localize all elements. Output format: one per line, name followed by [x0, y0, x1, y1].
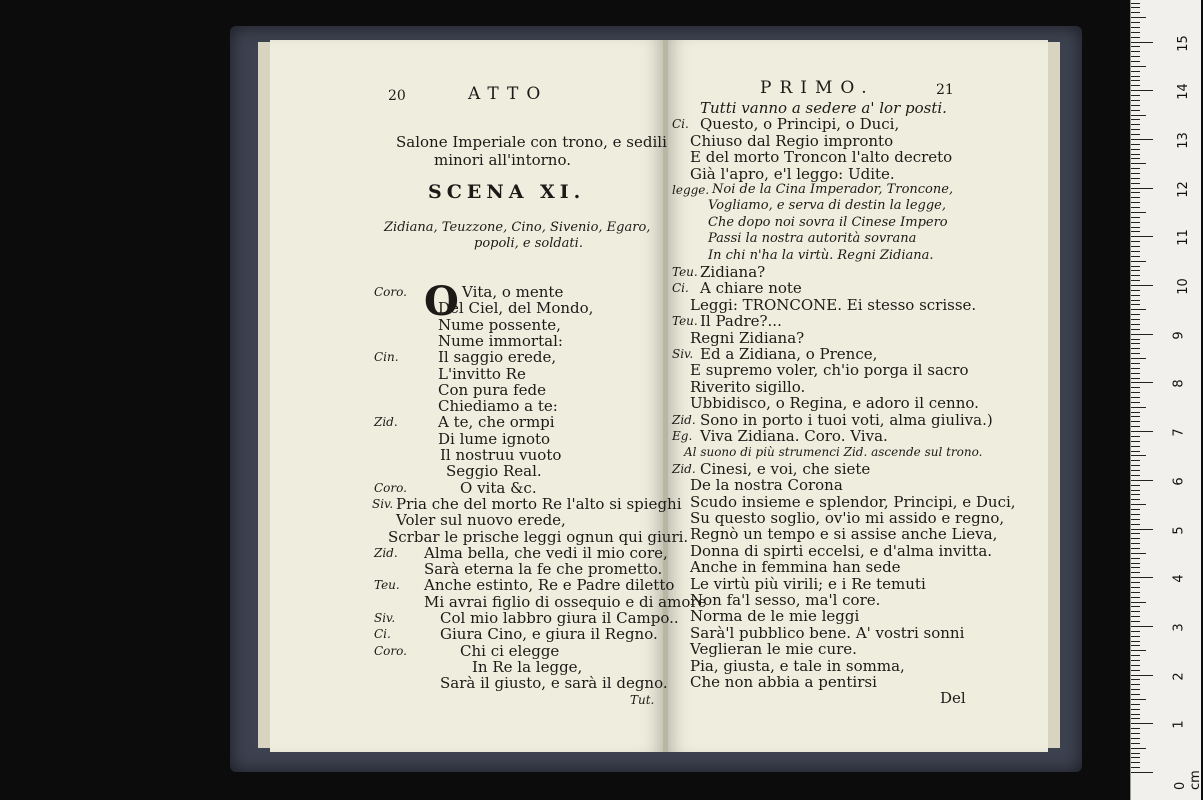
ruler-tick [1131, 592, 1140, 593]
ruler-tick [1131, 368, 1140, 369]
ruler-tick [1131, 212, 1146, 213]
ruler-number: 15 [1175, 34, 1191, 52]
right-verse-line: Le virtù più virili; e i Re temuti [690, 574, 926, 593]
ruler-tick [1131, 733, 1140, 734]
ruler-tick [1131, 606, 1140, 607]
right-verse-line: Cinesi, e voi, che siete [700, 459, 871, 478]
right-verse-line: Anche in femmina han sede [690, 558, 901, 577]
scene-title: SCENA XI. [428, 181, 586, 203]
right-verse-line: Ed a Zidiana, o Prence, [700, 345, 878, 363]
right-verse-line: Non fa'l sesso, ma'l core. [690, 591, 881, 609]
ruler-number: 14 [1175, 83, 1191, 100]
ruler-tick [1131, 743, 1140, 744]
ruler-tick [1131, 163, 1146, 164]
left-speaker-label: Teu. [374, 578, 400, 593]
right-verse-line: Su questo soglio, ov'io mi assido e regno, [690, 509, 1005, 527]
ruler-tick [1131, 3, 1140, 4]
ruler-tick [1131, 641, 1140, 642]
ruler-tick [1131, 387, 1140, 388]
ruler-tick [1131, 46, 1140, 47]
right-speaker-label: Siv. [672, 347, 694, 361]
ruler-tick [1131, 71, 1140, 72]
ruler-tick [1131, 709, 1140, 710]
ruler-number: 1 [1171, 720, 1187, 729]
ruler-tick [1131, 144, 1140, 145]
ruler-tick [1131, 95, 1140, 96]
ruler-tick [1131, 577, 1153, 578]
right-verse-line: E del morto Troncon l'alto decreto [690, 148, 953, 167]
ruler-tick [1131, 119, 1140, 120]
ruler-tick [1131, 509, 1140, 510]
ruler-tick [1131, 173, 1140, 174]
ruler-tick [1131, 407, 1146, 408]
right-verse-line: Viva Zidiana. Coro. Viva. [700, 427, 888, 445]
left-verse-line: Il saggio erede, [438, 348, 557, 367]
ruler-tick [1131, 110, 1140, 111]
character-list-line-1: Zidiana, Teuzzone, Cino, Sivenio, Egaro, [384, 220, 651, 235]
ruler-tick [1131, 402, 1140, 403]
left-page-number: 20 [388, 88, 406, 104]
left-speaker-label: Coro. [374, 480, 407, 495]
ruler-tick [1131, 416, 1140, 417]
ruler-tick [1131, 217, 1140, 218]
ruler-tick [1131, 631, 1140, 632]
right-speaker-label: Zid. [672, 461, 696, 476]
right-verse-line: Scudo insieme e splendor, Principi, e Duci, [690, 492, 1016, 511]
ruler-tick [1131, 421, 1140, 422]
character-list-line-2: popoli, e soldati. [474, 236, 583, 251]
ruler-tick [1131, 314, 1140, 315]
ruler-tick [1131, 451, 1140, 452]
ruler-tick [1131, 168, 1140, 169]
right-verse-line: De la nostra Corona [690, 476, 843, 495]
ruler-tick [1131, 363, 1140, 364]
left-verse-line: Di lume ignoto [438, 429, 551, 448]
right-verse-line: Vogliamo, e serva di destin la legge, [708, 198, 947, 214]
right-verse-line: Leggi: TRONCONE. Ei stesso scrisse. [690, 295, 977, 314]
ruler-tick [1131, 183, 1140, 184]
left-verse-line: Alma bella, che vedi il mio core, [424, 543, 668, 562]
ruler-tick [1131, 548, 1140, 549]
ruler-tick [1131, 348, 1140, 349]
ruler-tick [1131, 412, 1140, 413]
ruler-unit-label: 0 cm [1173, 770, 1203, 790]
ruler-tick [1131, 441, 1140, 442]
ruler-tick [1131, 105, 1140, 106]
left-verse-line: Sarà il giusto, e sarà il degno. [440, 674, 668, 693]
left-speaker-label: Zid. [374, 415, 398, 430]
left-speaker-label: Ci. [374, 627, 391, 642]
ruler-tick [1131, 295, 1140, 296]
ruler-tick [1131, 32, 1140, 33]
right-verse-line: Regni Zidiana? [690, 328, 805, 347]
ruler-tick [1131, 202, 1140, 203]
ruler-tick [1131, 378, 1140, 379]
ruler-number: 13 [1175, 132, 1191, 149]
ruler-tick [1131, 241, 1140, 242]
right-speaker-label: Eg. [672, 429, 693, 443]
ruler-tick [1131, 611, 1140, 612]
left-verse-line: Con pura fede [438, 380, 546, 399]
ruler-tick [1131, 207, 1140, 208]
left-speaker-label: Cin. [374, 350, 399, 365]
stage-direction-line-1: Salone Imperiale con trono, e sedili [396, 133, 667, 151]
ruler-number: 10 [1175, 278, 1191, 295]
right-verse-line: Chiuso dal Regio impronto [690, 131, 894, 150]
ruler-tick [1131, 197, 1140, 198]
ruler-tick [1131, 616, 1140, 617]
left-running-head: ATTO [468, 84, 549, 104]
right-speaker-label: Teu. [672, 314, 698, 329]
ruler-tick [1131, 465, 1140, 466]
right-verse-line: Donna di spirti eccelsi, e d'alma invitta. [690, 541, 993, 560]
ruler-tick [1131, 251, 1140, 252]
ruler-number: 6 [1171, 477, 1187, 486]
ruler-tick [1131, 124, 1140, 125]
right-verse-line: Sarà'l pubblico bene. A' vostri sonni [690, 623, 965, 642]
right-verse-line: Che dopo noi sovra il Cinese Impero [708, 214, 948, 230]
ruler-tick [1131, 645, 1140, 646]
right-verse-line: Già l'apro, e'l leggo: Udite. [690, 164, 895, 183]
left-verse-line: Chi ci elegge [460, 641, 560, 660]
ruler-tick [1131, 684, 1140, 685]
ruler-tick [1131, 723, 1153, 724]
left-verse-line: In Re la legge, [472, 657, 583, 676]
ruler-number: 3 [1171, 623, 1187, 632]
ruler-tick [1131, 587, 1140, 588]
ruler-tick [1131, 626, 1153, 627]
ruler-tick [1131, 304, 1140, 305]
right-verse-line: Riverito sigillo. [690, 377, 806, 396]
right-speaker-label: Zid. [672, 412, 696, 427]
ruler-tick [1131, 80, 1140, 81]
ruler-tick [1131, 319, 1140, 320]
measuring-ruler [1130, 0, 1201, 800]
ruler-tick [1131, 300, 1140, 301]
ruler-tick [1131, 558, 1140, 559]
ruler-tick [1131, 748, 1146, 749]
ruler-tick [1131, 100, 1140, 101]
ruler-tick [1131, 480, 1153, 481]
ruler-tick [1131, 636, 1140, 637]
left-verse-line: O vita &c. [460, 478, 537, 497]
ruler-number: 2 [1171, 671, 1187, 681]
ruler-tick [1131, 772, 1153, 773]
ruler-tick [1131, 679, 1140, 680]
ruler-tick [1131, 689, 1140, 690]
ruler-tick [1131, 519, 1140, 520]
ruler-tick [1131, 12, 1140, 13]
drop-cap: O [424, 278, 459, 325]
ruler-tick [1131, 270, 1140, 271]
ruler-tick [1131, 358, 1146, 359]
ruler-tick [1131, 343, 1140, 344]
left-verse-line: Nume immortal: [438, 331, 563, 350]
right-page-edges [1046, 42, 1060, 748]
ruler-tick [1131, 90, 1153, 91]
right-verse-line: Zidiana? [700, 263, 766, 281]
ruler-tick [1131, 275, 1140, 276]
left-catchword: Tut. [630, 693, 655, 707]
ruler-tick [1131, 529, 1153, 530]
ruler-tick [1131, 490, 1140, 491]
ruler-tick [1131, 66, 1146, 67]
left-verse-line: Col mio labbro giura il Campo.. [440, 609, 679, 627]
right-verse-line: Pia, giusta, e tale in somma, [690, 656, 905, 675]
ruler-tick [1131, 567, 1140, 568]
ruler-tick [1131, 222, 1140, 223]
right-verse-line: E supremo voler, ch'io porga il sacro [690, 361, 969, 380]
ruler-tick [1131, 767, 1140, 768]
ruler-tick [1131, 699, 1146, 700]
left-speaker-label: Coro. [374, 643, 407, 658]
ruler-tick [1131, 738, 1140, 739]
ruler-tick [1131, 334, 1153, 335]
left-verse-line: Il nostruu vuoto [440, 446, 562, 464]
right-verse-line: Veglieran le mie cure. [690, 640, 857, 659]
left-verse-line: Sarà eterna la fe che prometto. [424, 560, 663, 579]
right-catchword: Del [940, 689, 966, 707]
stage-direction-line-2: minori all'intorno. [434, 151, 571, 169]
right-speaker-label: legge. [672, 183, 710, 197]
ruler-tick [1131, 504, 1146, 505]
right-speaker-label: Teu. [672, 265, 698, 279]
left-verse-line: Anche estinto, Re e Padre diletto [424, 576, 675, 595]
left-verse-line: Seggio Real. [446, 462, 542, 481]
ruler-tick [1131, 139, 1153, 140]
ruler-tick [1131, 309, 1146, 310]
left-verse-line: Del Ciel, del Mondo, [438, 299, 594, 318]
ruler-tick [1131, 42, 1153, 43]
ruler-tick [1131, 455, 1146, 456]
ruler-tick [1131, 670, 1140, 671]
left-verse-line: Vita, o mente [462, 283, 564, 301]
right-verse-line: Il Padre?... [700, 312, 782, 331]
ruler-tick [1131, 339, 1140, 340]
ruler-tick [1131, 51, 1140, 52]
ruler-number: 4 [1171, 574, 1187, 583]
left-speaker-label: Siv. [374, 611, 396, 625]
ruler-tick [1131, 753, 1140, 754]
ruler-tick [1131, 436, 1140, 437]
ruler-tick [1131, 475, 1140, 476]
ruler-tick [1131, 446, 1140, 447]
ruler-tick [1131, 236, 1153, 237]
ruler-tick [1131, 285, 1153, 286]
ruler-number: 8 [1171, 379, 1187, 389]
ruler-tick [1131, 382, 1153, 383]
left-verse-line: Mi avrai figlio di ossequio e di amore [424, 592, 707, 611]
ruler-tick [1131, 392, 1140, 393]
ruler-tick [1131, 246, 1140, 247]
ruler-tick [1131, 543, 1140, 544]
ruler-tick [1131, 660, 1140, 661]
left-verse-line: Scrbar le prische leggi ognun qui giuri. [388, 527, 689, 546]
ruler-tick [1131, 602, 1146, 603]
ruler-tick [1131, 324, 1140, 325]
ruler-tick [1131, 280, 1140, 281]
ruler-tick [1131, 261, 1146, 262]
ruler-tick [1131, 704, 1140, 705]
left-verse-line: Voler sul nuovo erede, [396, 511, 566, 530]
ruler-tick [1131, 728, 1140, 729]
left-speaker-label: Siv. [372, 496, 394, 511]
right-verse-line: Questo, o Principi, o Duci, [700, 115, 900, 134]
ruler-tick [1131, 129, 1140, 130]
right-page-number: 21 [936, 82, 954, 98]
right-verse-line: Noi de la Cina Imperador, Troncone, [712, 182, 954, 197]
ruler-tick [1131, 563, 1140, 564]
ruler-tick [1131, 533, 1140, 534]
ruler-tick [1131, 553, 1146, 554]
ruler-tick [1131, 485, 1140, 486]
right-speaker-label: Ci. [672, 281, 689, 296]
ruler-tick [1131, 757, 1140, 758]
right-verse-line: Al suono di più strumenci Zid. ascende sul trono. [684, 445, 983, 460]
ruler-tick [1131, 621, 1140, 622]
ruler-tick [1131, 655, 1140, 656]
ruler-number: 12 [1175, 180, 1191, 198]
ruler-tick [1131, 329, 1140, 330]
ruler-tick [1131, 27, 1140, 28]
right-verse-line: A chiare note [700, 279, 802, 298]
ruler-tick [1131, 17, 1146, 18]
ruler-tick [1131, 694, 1140, 695]
ruler-tick [1131, 22, 1140, 23]
ruler-number: 11 [1175, 229, 1191, 247]
right-speaker-label: Ci. [672, 117, 689, 132]
right-verse-line: Che non abbia a pentirsi [690, 673, 877, 691]
ruler-tick [1131, 37, 1140, 38]
ruler-tick [1131, 61, 1140, 62]
right-verse-line: Ubbidisco, o Regina, e adoro il cenno. [690, 394, 979, 413]
right-verse-line: Norma de le mie leggi [690, 607, 860, 626]
ruler-number: 9 [1171, 331, 1187, 340]
ruler-tick [1131, 154, 1140, 155]
right-verse-line: Regnò un tempo e si assise anche Lieva, [690, 525, 998, 544]
ruler-tick [1131, 266, 1140, 267]
ruler-tick [1131, 76, 1140, 77]
ruler-tick [1131, 762, 1140, 763]
left-speaker-label: Coro. [374, 285, 407, 299]
ruler-tick [1131, 470, 1140, 471]
ruler-tick [1131, 538, 1140, 539]
left-verse-line: Giura Cino, e giura il Regno. [440, 625, 658, 644]
ruler-tick [1131, 426, 1140, 427]
ruler-tick [1131, 675, 1153, 676]
left-verse-line: Nume possente, [438, 315, 561, 334]
ruler-tick [1131, 714, 1140, 715]
ruler-tick [1131, 494, 1140, 495]
ruler-tick [1131, 718, 1140, 719]
right-verse-line: Sono in porto i tuoi voti, alma giuliva.) [700, 410, 993, 429]
ruler-tick [1131, 572, 1140, 573]
ruler-tick [1131, 665, 1140, 666]
ruler-tick [1131, 192, 1140, 193]
left-speaker-label: Zid. [374, 545, 398, 560]
ruler-tick [1131, 431, 1153, 432]
ruler-tick [1131, 56, 1140, 57]
ruler-tick [1131, 373, 1140, 374]
right-running-head: PRIMO. [760, 78, 875, 98]
ruler-tick [1131, 499, 1140, 500]
left-verse-line: Pria che del morto Re l'alto si spieghi [396, 494, 682, 513]
right-verse-line: Tutti vanno a sedere a' lor posti. [700, 99, 947, 117]
ruler-tick [1131, 178, 1140, 179]
ruler-tick [1131, 650, 1146, 651]
ruler-tick [1131, 524, 1140, 525]
ruler-tick [1131, 460, 1140, 461]
ruler-tick [1131, 188, 1153, 189]
left-verse-line: A te, che ormpi [438, 413, 555, 432]
ruler-number: 5 [1171, 525, 1187, 535]
ruler-tick [1131, 231, 1140, 232]
right-verse-line: Passi la nostra autorità sovrana [708, 231, 917, 247]
ruler-tick [1131, 227, 1140, 228]
ruler-tick [1131, 353, 1140, 354]
left-verse-line: L'invitto Re [438, 364, 526, 383]
ruler-tick [1131, 115, 1146, 116]
ruler-tick [1131, 582, 1140, 583]
ruler-tick [1131, 290, 1140, 291]
ruler-tick [1131, 85, 1140, 86]
ruler-tick [1131, 256, 1140, 257]
ruler-tick [1131, 149, 1140, 150]
ruler-tick [1131, 134, 1140, 135]
ruler-tick [1131, 514, 1140, 515]
right-verse-line: In chi n'ha la virtù. Regni Zidiana. [708, 247, 934, 263]
ruler-tick [1131, 397, 1140, 398]
ruler-tick [1131, 7, 1140, 8]
left-verse-line: Chiediamo a te: [438, 397, 558, 416]
ruler-tick [1131, 597, 1140, 598]
ruler-tick [1131, 158, 1140, 159]
ruler-number: 7 [1171, 428, 1187, 437]
